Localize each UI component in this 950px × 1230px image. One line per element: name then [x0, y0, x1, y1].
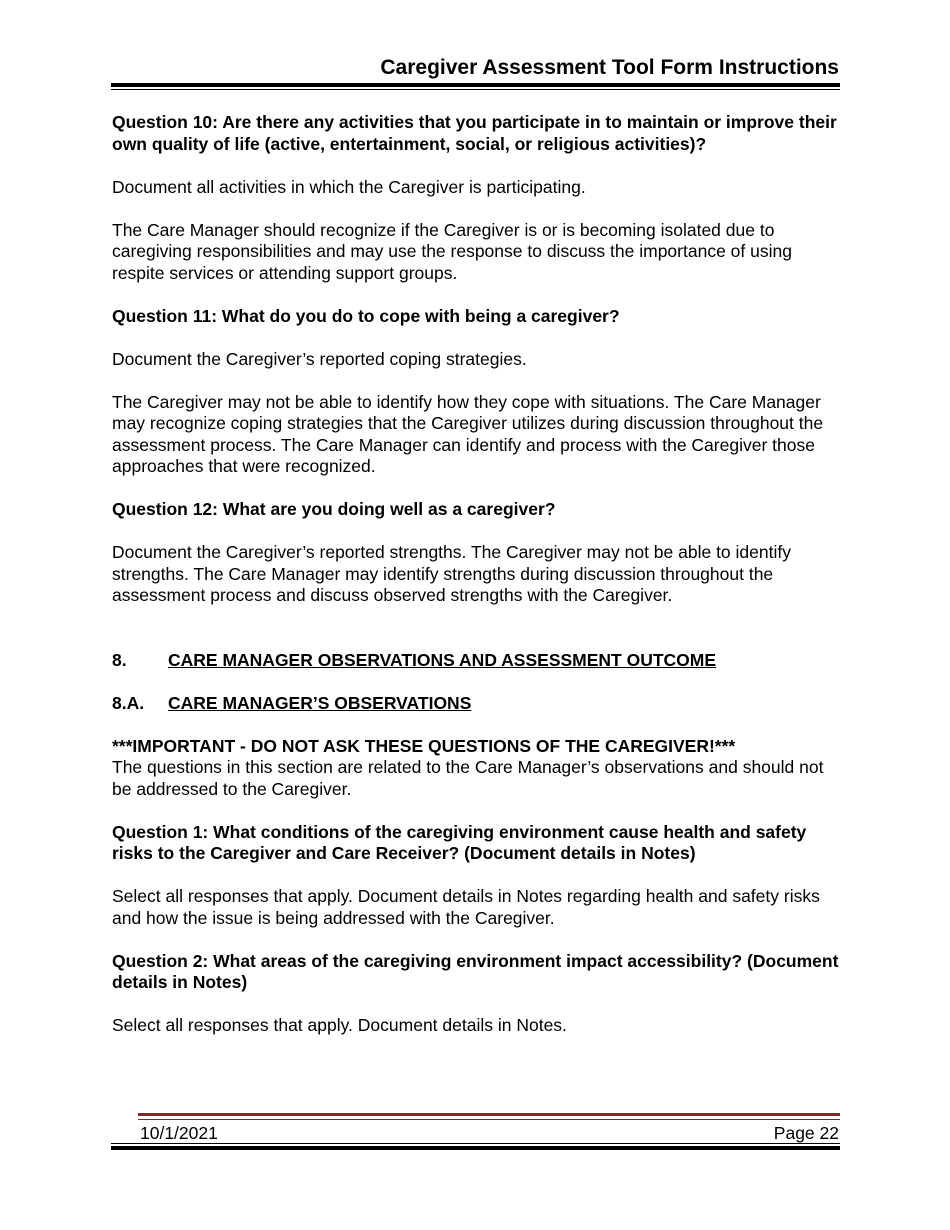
question-10-heading: Question 10: Are there any activities that you participate in to maintain or improve their own quality of life (active, entertainment, social, or religious activities)? — [112, 112, 837, 154]
observation-question-2-paragraph: Select all responses that apply. Document details in Notes. — [112, 1015, 567, 1035]
page-header-title: Caregiver Assessment Tool Form Instructions — [380, 56, 839, 79]
section-8a-title: CARE MANAGER’S OBSERVATIONS — [168, 692, 472, 713]
footer-rule-bottom-thick — [111, 1146, 840, 1150]
question-11-paragraph-2: The Caregiver may not be able to identify how they cope with situations. The Care Manager may recognize coping strategies that the Caregiver utilizes during discussion throughout the assessment process. The Care Manager can identify and process with the Caregiver those approaches that were recognized. — [112, 391, 824, 476]
section-8-number: 8. — [112, 649, 127, 670]
footer-date: 10/1/2021 — [140, 1123, 218, 1143]
section-spacer — [112, 628, 840, 650]
question-11-heading: Question 11: What do you do to cope with being a caregiver? — [112, 305, 620, 326]
section-8a-number: 8.A. — [112, 692, 145, 713]
section-8a-heading — [112, 693, 840, 715]
observation-question-1-heading: Question 1: What conditions of the caregiving environment cause health and safety risks to the Caregiver and Care Receiver? (Document details in Notes) — [112, 821, 807, 863]
header-rule-thin — [111, 89, 840, 90]
footer-page-number: Page 22 — [773, 1123, 839, 1143]
question-12-paragraph-1: Document the Caregiver’s reported strengths. The Caregiver may not be able to identify strengths. The Care Manager may identify strengths during discussion throughout the assessment process and discuss observed strengths with the Caregiver. — [112, 542, 791, 605]
observation-question-1-paragraph: Select all responses that apply. Document details in Notes regarding health and safety risks and how the issue is being addressed with the Caregiver. — [112, 886, 820, 928]
question-10-paragraph-2: The Care Manager should recognize if the Caregiver is or is becoming isolated due to caregiving responsibilities and may use the response to discuss the importance of using respite services or attending support groups. — [112, 219, 792, 283]
footer-rule-bottom-thin — [111, 1143, 840, 1144]
question-11-paragraph-1: Document the Caregiver’s reported coping strategies. — [112, 348, 527, 369]
question-10-paragraph-1: Document all activities in which the Caregiver is participating. — [112, 176, 586, 197]
observation-question-2-heading: Question 2: What areas of the caregiving environment impact accessibility? (Document details in Notes) — [112, 950, 839, 992]
question-12-heading: Question 12: What are you doing well as a caregiver? — [112, 499, 556, 519]
important-text: The questions in this section are related to the Care Manager’s observations and should not be addressed to the Caregiver. — [112, 757, 824, 799]
footer-rule-top-thin — [138, 1119, 840, 1120]
document-body — [112, 112, 840, 1058]
important-warning: ***IMPORTANT - DO NOT ASK THESE QUESTIONS OF THE CAREGIVER!*** — [112, 735, 736, 756]
section-8-heading — [112, 650, 840, 672]
footer-rule-top — [138, 1113, 840, 1116]
header-rule-thick — [111, 83, 840, 87]
section-8-title: CARE MANAGER OBSERVATIONS AND ASSESSMENT OUTCOME — [168, 649, 717, 670]
